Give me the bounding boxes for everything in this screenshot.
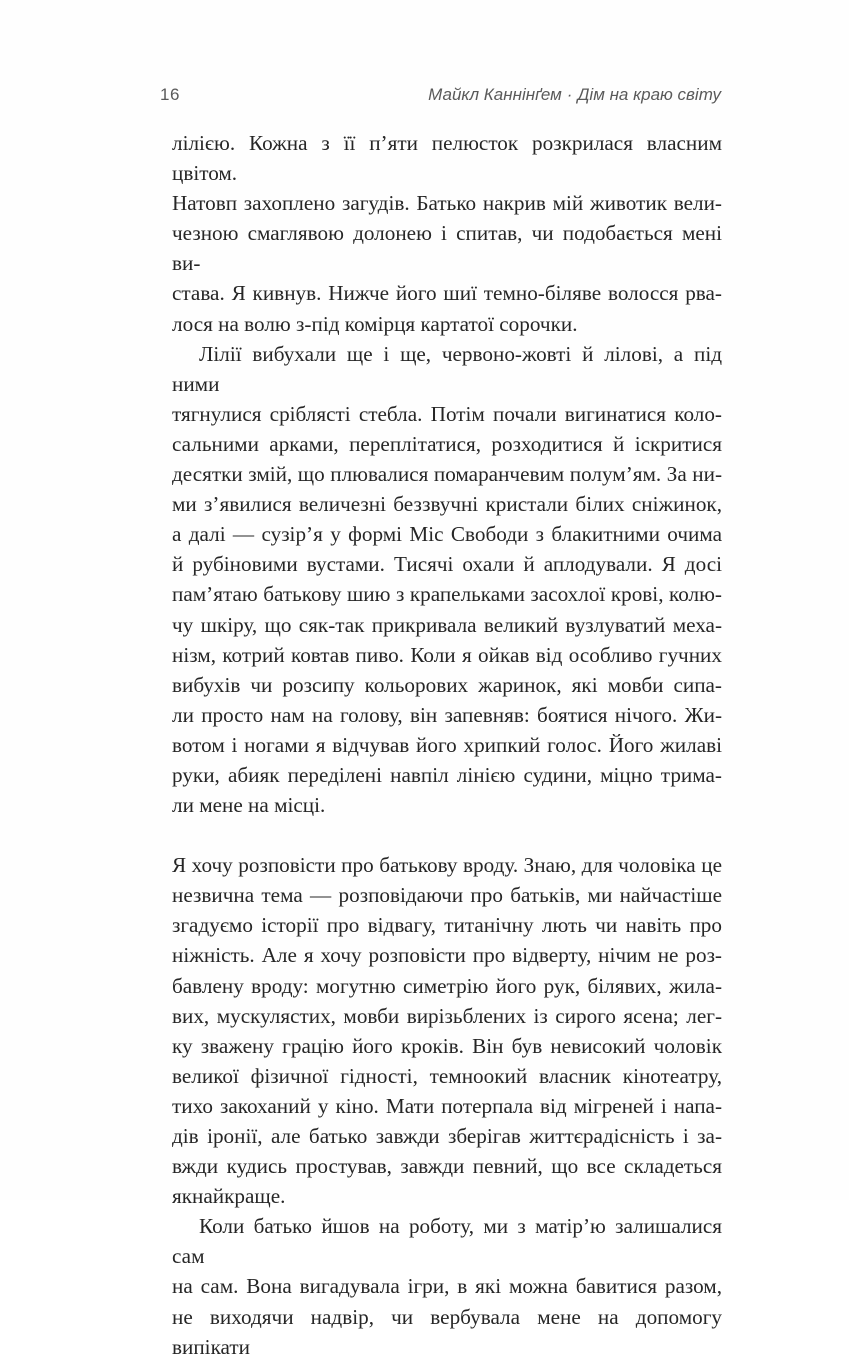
text-line: пам’ятаю батькову шию з крапельками засохлої крові, колю- [172, 582, 722, 607]
running-head [160, 85, 721, 111]
text-line: сальними арками, переплітатися, розходитися й іскритися [172, 431, 722, 456]
text-line: згадуємо історії про відвагу, титанічну лють чи навіть про [172, 913, 722, 938]
text-line: става. Я кивнув. Нижче його шиї темно-біляве волосся рва- [172, 281, 722, 306]
text-line: ли просто нам на голову, він запевняв: боятися нічого. Жи- [172, 702, 722, 727]
text-line: вибухів чи розсипу кольорових жаринок, які мовби сипа- [172, 672, 722, 697]
page-number: 16 [160, 85, 180, 104]
book-title: Дім на краю світу [577, 85, 721, 104]
text-line: Лілії вибухали ще і ще, червоно-жовті й лілові, а під ними [172, 341, 722, 396]
text-line: великої фізичної гідності, темноокий власник кінотеатру, [172, 1063, 722, 1088]
text-line: лілією. Кожна з її п’яти пелюсток розкрилася власним цвітом. [172, 131, 722, 186]
text-line: ми з’явилися величезні беззвучні кристали білих сніжинок, [172, 492, 722, 517]
text-line: чезною смаглявою долонею і спитав, чи подобається мені ви- [172, 221, 722, 276]
text-line: якнайкраще. [172, 1184, 286, 1209]
text-line: руки, абияк переділені навпіл лінією судини, міцно трима- [172, 762, 722, 787]
text-line: чу шкіру, що сяк-так прикривала великий вузлуватий меха- [172, 612, 722, 637]
text-line: ку зважену грацію його кроків. Він був невисокий чоловік [172, 1033, 722, 1058]
text-line: а далі — сузір’я у формі Міс Свободи з блакитними очима [172, 522, 722, 547]
text-line: й рубіновими вустами. Тисячі охали й аплодували. Я досі [172, 552, 722, 577]
text-line: Коли батько йшов на роботу, ми з матір’ю залишалися сам [172, 1214, 722, 1269]
body-text [172, 128, 722, 1362]
text-line: бавлену вроду: могутню симетрію його рук, білявих, жила- [172, 973, 722, 998]
text-line: вих, мускулястих, мовби вирізьблених із сирого ясена; лег- [172, 1003, 722, 1028]
text-line: Я хочу розповісти про батькову вроду. Знаю, для чоловіка це [172, 853, 722, 878]
text-line: ніжність. Але я хочу розповісти про відверту, нічим не роз- [172, 943, 722, 968]
text-line: тихо закоханий у кіно. Мати потерпала від мігреней і напа- [172, 1093, 722, 1118]
author-name: Майкл Каннінґем [428, 85, 562, 104]
text-line: вотом і ногами я відчував його хрипкий голос. Його жилаві [172, 732, 722, 757]
text-line: ли мене на місці. [172, 793, 326, 818]
section-break [172, 820, 722, 850]
text-line: тягнулися сріблясті стебла. Потім почали вигинатися коло- [172, 401, 722, 426]
text-line: нізм, котрий ковтав пиво. Коли я ойкав від особливо гучних [172, 642, 722, 667]
text-line: не виходячи надвір, чи вербувала мене на допомогу випікати [172, 1304, 722, 1359]
header-title-group [428, 85, 721, 105]
text-line: вжди кудись простував, завжди певний, що все складеться [172, 1154, 722, 1179]
text-line: на сам. Вона вигадувала ігри, в які можна бавитися разом, [172, 1274, 722, 1299]
text-line: лося на волю з-під комірця картатої сорочки. [172, 311, 578, 336]
text-line: незвична тема — розповідаючи про батьків, ми найчастіше [172, 883, 722, 908]
header-separator: · [566, 85, 573, 104]
text-line: десятки змій, що плювалися помаранчевим полум’ям. За ни- [172, 462, 722, 487]
text-line: Натовп захоплено загудів. Батько накрив мій животик вели- [172, 191, 722, 216]
text-line: дів іронії, але батько завжди зберігав життєрадісність і за- [172, 1124, 722, 1148]
